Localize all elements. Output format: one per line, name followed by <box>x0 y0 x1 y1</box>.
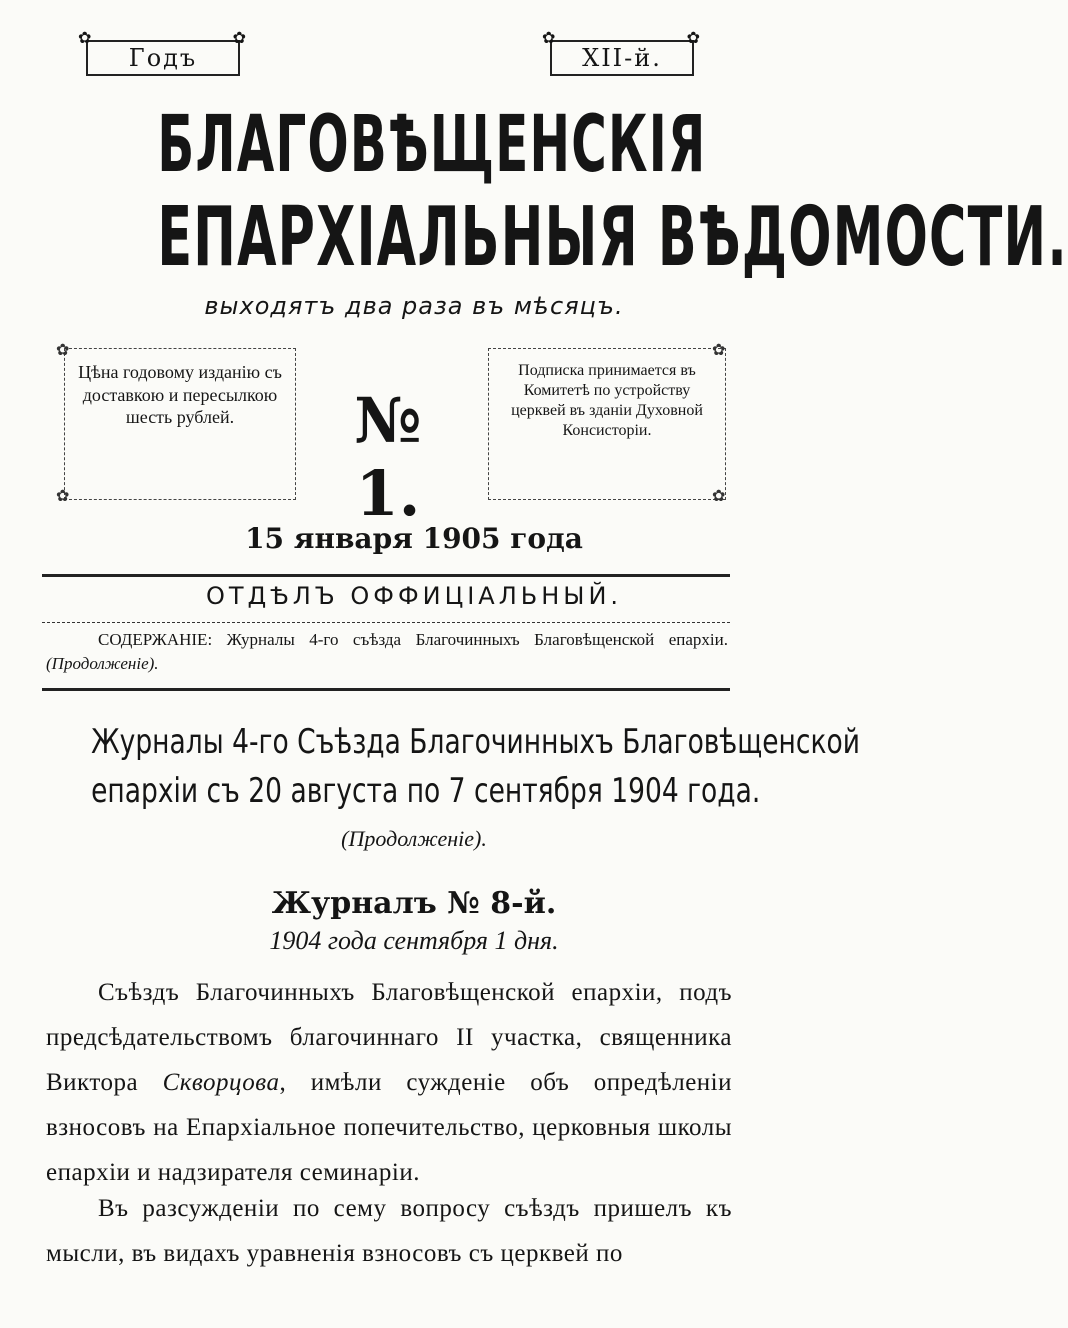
ornament-icon: ✿ <box>56 342 70 359</box>
issue-number: № 1. <box>354 384 422 530</box>
title-line-1: БЛАГОВѢЩЕНСКІЯ <box>157 100 707 190</box>
contents-text: Журналы 4-го съѣзда Благочинныхъ Благовѣщенской епархіи. <box>226 630 729 649</box>
article-title-line-2: епархіи съ 20 августа по 7 сентября 1904 года. <box>91 771 761 812</box>
issue-date: 15 января 1905 года <box>245 522 583 555</box>
journal-date: 1904 года сентября 1 дня. <box>269 926 559 955</box>
contents-label: СОДЕРЖАНІЕ: <box>98 630 213 649</box>
year-label: Годъ <box>128 44 198 72</box>
contents-note: (Продолженіе). <box>46 653 159 673</box>
paragraph-1-text-a: Съѣздъ Благочинныхъ Благовѣщенской епархіи, подъ предсѣдательствомъ благочиннаго II участка, священника Виктора <box>46 979 732 1096</box>
ornament-icon: ✿ <box>56 488 70 505</box>
paragraph-1-text-b: , имѣли сужденіе объ опредѣленіи взносовъ на Епархіальное попечительство, церковныя школы епархіи и надзирателя семинаріи. <box>46 1069 732 1186</box>
paragraph-1-name: Скворцова <box>162 1069 280 1096</box>
ornament-icon: ✿ <box>712 342 726 359</box>
year-value-badge <box>550 40 694 76</box>
price-text: Цѣна годовому изданію съ доставкою и пересылкою шесть рублей. <box>78 362 282 427</box>
contents-block <box>46 628 728 676</box>
subscription-box <box>488 348 726 500</box>
divider <box>42 688 730 691</box>
journal-heading: Журналъ № 8-й. <box>271 886 557 921</box>
ornament-icon: ✿ <box>712 488 726 505</box>
year-label-badge <box>86 40 240 76</box>
masthead <box>0 100 1068 286</box>
subscription-text: Подписка принимается въ Комитетѣ по устройству церквей въ зданіи Духовной Консисторіи. <box>511 362 703 439</box>
divider <box>42 622 730 623</box>
paragraph-2: Въ разсужденіи по сему вопросу съѣздъ пришелъ къ мысли, въ видахъ уравненія взносовъ съ церквей по <box>46 1195 732 1267</box>
divider <box>42 574 730 577</box>
article-title-line-1: Журналы 4-го Съѣзда Благочинныхъ Благовѣщенской <box>91 722 860 762</box>
article-subtitle: (Продолженіе). <box>341 826 487 851</box>
section-title: ОТДѢЛЪ ОФФИЦІАЛЬНЫЙ. <box>205 582 623 610</box>
article-title <box>0 718 860 817</box>
frequency-line: выходятъ два раза въ мѣсяцъ. <box>204 292 624 320</box>
paragraph-1 <box>46 970 732 1195</box>
price-box <box>64 348 296 500</box>
title-line-2: ЕПАРХІАЛЬНЫЯ ВѢДОМОСТИ. <box>157 190 1068 285</box>
year-value: XII-й. <box>582 44 662 72</box>
